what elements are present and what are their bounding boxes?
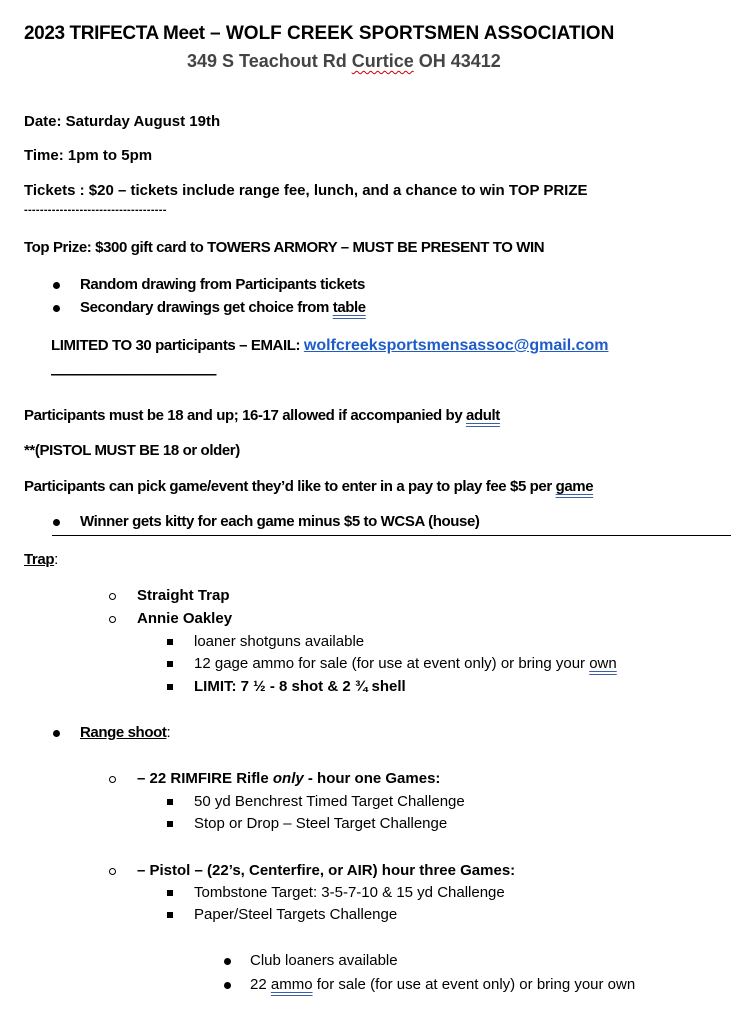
pistol-games: – Pistol – (22’s, Centerfire, or AIR) hour three Games:	[137, 862, 516, 879]
square-bullet-icon	[167, 684, 173, 690]
title-meet: 2023 TRIFECTA Meet	[24, 23, 205, 44]
pistol-ammo-text: for sale (for use at event only) or bring your own	[312, 976, 636, 993]
title-dash: –	[204, 23, 226, 44]
square-bullet-icon	[167, 912, 173, 918]
bullet-icon	[53, 282, 60, 289]
pay-game-word: game	[555, 478, 594, 495]
trap-ammo-text: 12 gage ammo for sale (for use at event only) or bring your	[194, 655, 590, 672]
event-date: Date: Saturday August 19th	[24, 113, 221, 130]
circle-bullet-icon	[109, 868, 116, 875]
address-city: Curtice	[351, 51, 414, 71]
trap-annie-oakley: Annie Oakley	[137, 610, 233, 627]
bullet-icon	[53, 305, 60, 312]
rimfire-only-word: only	[272, 770, 304, 787]
circle-bullet-icon	[109, 776, 116, 783]
event-time: Time: 1pm to 5pm	[24, 147, 153, 164]
top-prize: Top Prize: $300 gift card to TOWERS ARMORY – MUST BE PRESENT TO WIN	[24, 239, 545, 256]
trap-limit: LIMIT: 7 ½ - 8 shot & 2 ¾ shell	[194, 678, 406, 695]
divider-dashes: ------------------------------------	[24, 204, 167, 216]
bullet-icon	[224, 958, 231, 965]
range-heading	[80, 724, 170, 741]
square-bullet-icon	[167, 639, 173, 645]
pistol-paper-steel: Paper/Steel Targets Challenge	[194, 906, 398, 923]
event-tickets: Tickets : $20 – tickets include range fee, lunch, and a chance to win TOP PRIZE	[24, 182, 588, 199]
age-adult-word: adult	[466, 407, 500, 424]
rimfire-stop-drop: Stop or Drop – Steel Target Challenge	[194, 815, 448, 832]
age-text: Participants must be 18 and up; 16-17 allowed if accompanied by	[24, 407, 467, 424]
address-street: 349 S Teachout Rd	[187, 51, 352, 71]
secondary-table-word: table	[332, 299, 366, 316]
participant-limit	[51, 337, 608, 355]
trap-loaner: loaner shotguns available	[194, 633, 365, 650]
secondary-text: Secondary drawings get choice from	[80, 299, 333, 316]
range-colon: :	[166, 724, 171, 741]
title-association: WOLF CREEK SPORTSMEN ASSOCIATION	[225, 23, 615, 44]
prize-bullet-secondary	[80, 299, 366, 316]
circle-bullet-icon	[109, 616, 116, 623]
trap-heading-text: Trap	[24, 551, 55, 568]
page-title	[24, 23, 614, 45]
square-bullet-icon	[167, 890, 173, 896]
rimfire-text: – 22 RIMFIRE Rifle	[137, 770, 273, 787]
address-state-zip: OH 43412	[413, 51, 501, 71]
prize-bullet-random: Random drawing from Participants tickets	[80, 276, 365, 293]
address	[187, 51, 501, 72]
square-bullet-icon	[167, 661, 173, 667]
pistol-age-note: **(PISTOL MUST BE 18 or older)	[24, 442, 240, 459]
range-heading-text: Range shoot	[80, 724, 167, 741]
pistol-ammo	[250, 976, 635, 993]
pistol-ammo-word: ammo	[270, 976, 313, 993]
limit-text: LIMITED TO 30 participants – EMAIL:	[51, 337, 304, 354]
circle-bullet-icon	[109, 593, 116, 600]
square-bullet-icon	[167, 821, 173, 827]
trap-straight: Straight Trap	[137, 587, 230, 604]
trap-ammo	[194, 655, 617, 672]
age-requirement	[24, 407, 500, 424]
horizontal-rule	[52, 535, 731, 536]
email-link[interactable]: wolfcreeksportsmensassoc@gmail.com	[303, 337, 609, 354]
winner-kitty: Winner gets kitty for each game minus $5 to WCSA (house)	[80, 513, 480, 530]
rimfire-games	[137, 770, 440, 787]
club-loaners: Club loaners available	[250, 952, 398, 969]
pay-to-play	[24, 478, 593, 495]
rimfire-benchrest: 50 yd Benchrest Timed Target Challenge	[194, 793, 465, 810]
trap-heading	[24, 551, 58, 568]
bullet-icon	[53, 519, 60, 526]
square-bullet-icon	[167, 799, 173, 805]
trap-colon: :	[54, 551, 58, 568]
pistol-tombstone: Tombstone Target: 3-5-7-10 & 15 yd Challenge	[194, 884, 505, 901]
divider-line: ——————————————	[51, 366, 216, 383]
bullet-icon	[53, 730, 60, 737]
bullet-icon	[224, 982, 231, 989]
pistol-ammo-prefix: 22	[250, 976, 271, 993]
pay-text: Participants can pick game/event they’d like to enter in a pay to play fee $5 per	[24, 478, 556, 495]
rimfire-hour: - hour one Games:	[303, 770, 441, 787]
trap-ammo-own-word: own	[589, 655, 617, 672]
